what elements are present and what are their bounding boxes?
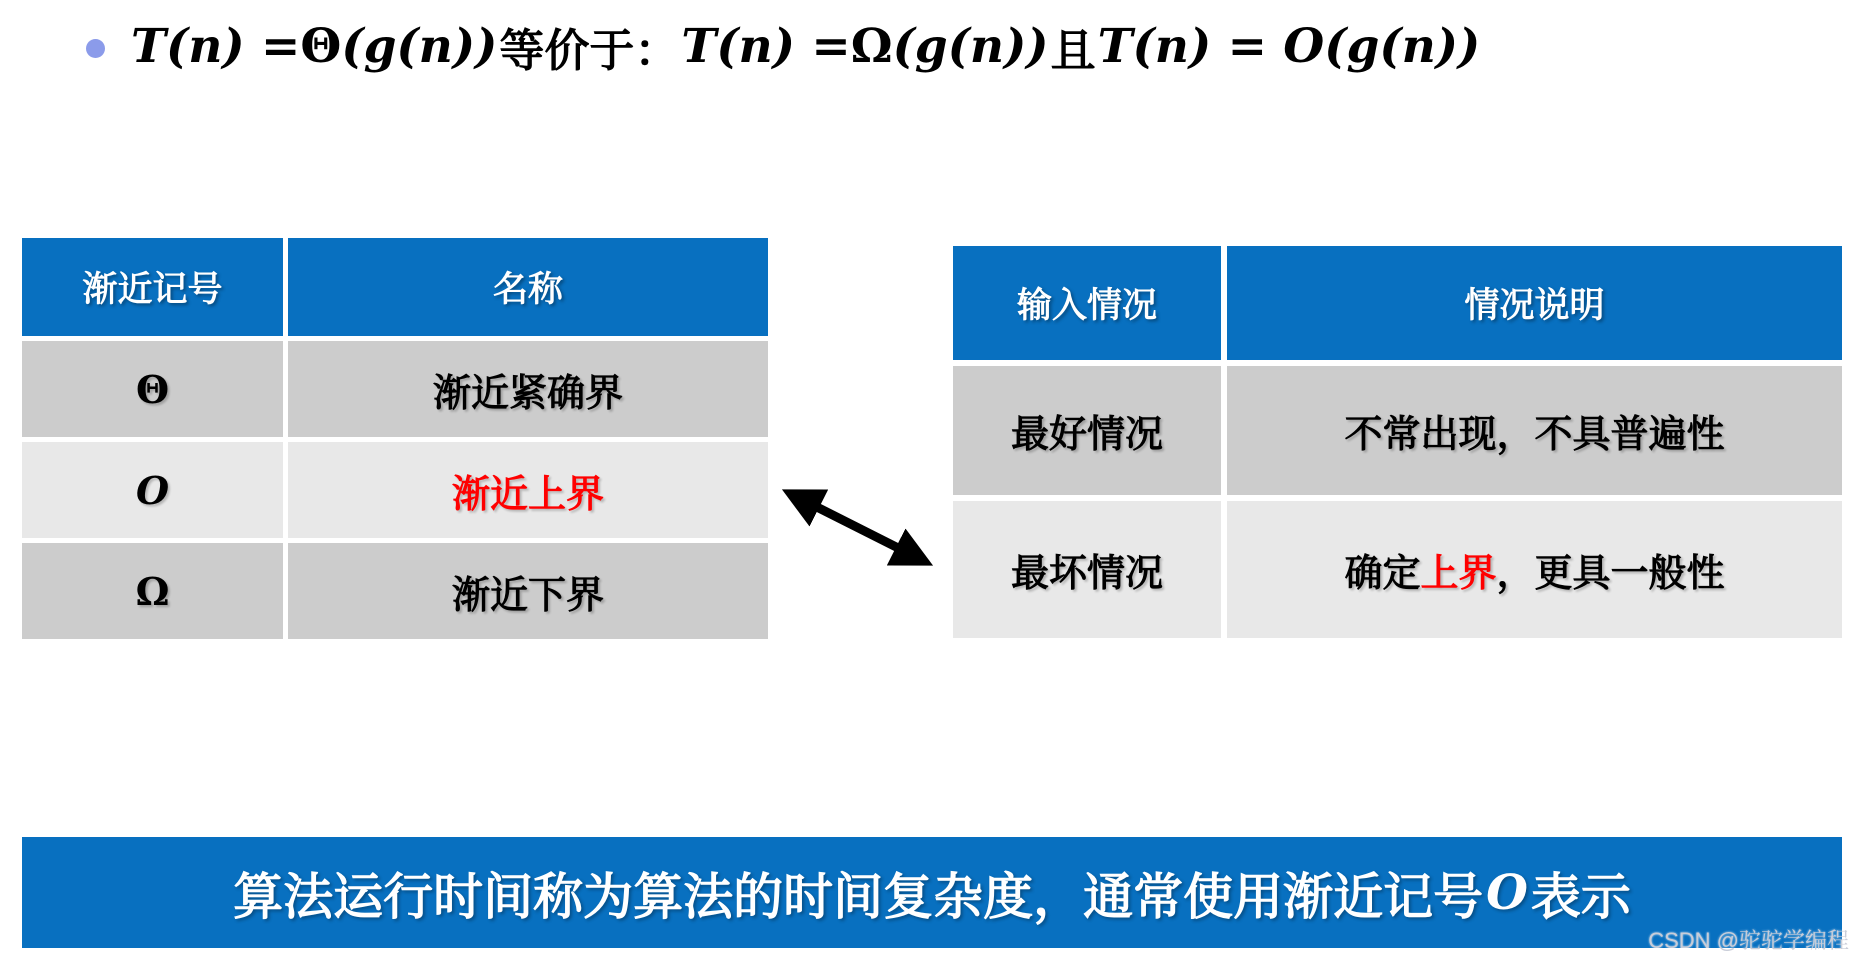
formula-math-2: (g(n)) — [341, 18, 498, 74]
formula-math-5: T(n) = O(g(n)) — [1097, 18, 1481, 74]
banner-big-o: O — [1486, 864, 1528, 921]
case-worst-desc-part1: 确定 — [1344, 553, 1421, 595]
double-arrow-icon — [765, 468, 950, 583]
case-best-desc-text: 不常出现，不具普遍性 — [1344, 414, 1725, 456]
notation-symbol-theta: Θ — [22, 341, 283, 437]
case-worst-desc-upper-bound: 上界 — [1420, 553, 1497, 595]
formula-cjk-and: 且 — [1050, 24, 1096, 76]
notation-header-symbol: 渐近记号 — [22, 238, 283, 336]
case-table — [953, 246, 1842, 638]
watermark: CSDN @驼驼学编程 — [1648, 928, 1849, 953]
notation-symbol-bigo: O — [22, 442, 283, 538]
case-header-desc: 情况说明 — [1227, 246, 1842, 360]
case-header-input: 输入情况 — [953, 246, 1221, 360]
banner-text-prefix: 算法运行时间称为算法的时间复杂度，通常使用渐近记号 — [233, 868, 1484, 925]
formula-line — [131, 6, 1480, 86]
case-best-label: 最好情况 — [953, 366, 1221, 495]
notation-name-bigo: 渐近上界 — [288, 442, 768, 538]
notation-name-theta: 渐近紧确界 — [288, 341, 768, 437]
case-best-desc — [1227, 366, 1842, 495]
notation-table — [22, 238, 768, 639]
bullet-icon — [86, 39, 105, 58]
formula-math-3: T(n) = — [681, 18, 851, 74]
formula-omega: Ω — [850, 18, 893, 74]
notation-header-name: 名称 — [288, 238, 768, 336]
summary-banner — [22, 837, 1842, 948]
case-worst-desc — [1227, 501, 1842, 638]
notation-symbol-omega: Ω — [22, 543, 283, 639]
case-worst-desc-part3: ，更具一般性 — [1496, 553, 1725, 595]
formula-math-1: T(n) = — [131, 18, 301, 74]
case-worst-label: 最坏情况 — [953, 501, 1221, 638]
formula-math-4: (g(n)) — [892, 18, 1049, 74]
banner-text-suffix: 表示 — [1530, 868, 1631, 925]
notation-name-omega: 渐近下界 — [288, 543, 768, 639]
formula-theta: Θ — [300, 18, 342, 74]
formula-cjk-equivalent: 等价于： — [499, 24, 680, 76]
